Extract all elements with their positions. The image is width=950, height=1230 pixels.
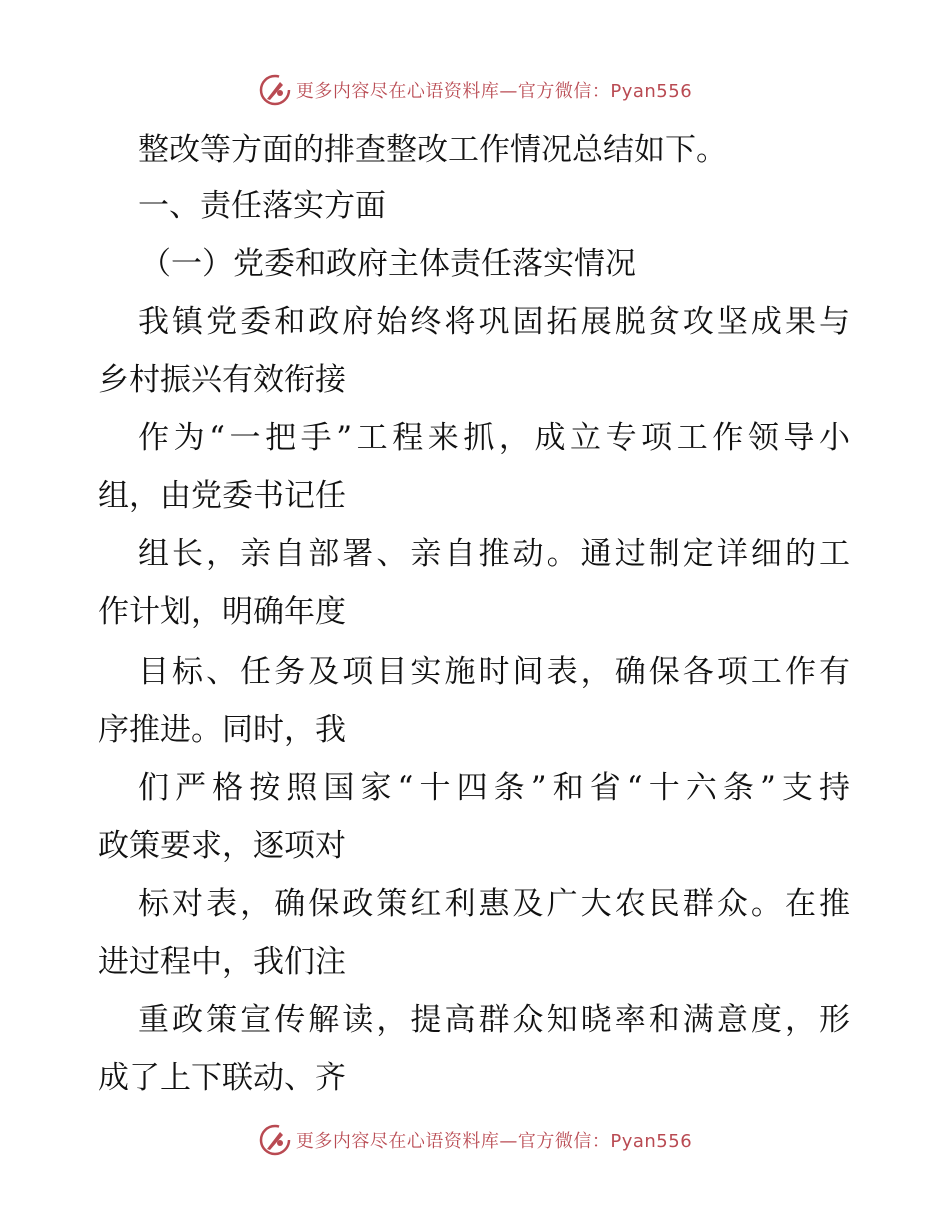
- paragraph-line: 我镇党委和政府始终将巩固拓展脱贫攻坚成果与: [138, 304, 850, 340]
- footer-watermark: [0, 1120, 950, 1160]
- paragraph-line: 目标、任务及项目实施时间表，确保各项工作有: [138, 654, 850, 690]
- section-heading: 一、责任落实方面: [138, 188, 386, 224]
- paragraph-line: 标对表，确保政策红利惠及广大农民群众。在推: [138, 886, 850, 922]
- paragraph-line: 重政策宣传解读，提高群众知晓率和满意度，形: [138, 1002, 850, 1038]
- paragraph-line: 整改等方面的排查整改工作情况总结如下。: [138, 132, 727, 168]
- feather-pen-logo-icon: [258, 73, 292, 107]
- paragraph-line: 进过程中，我们注: [98, 944, 346, 980]
- paragraph-line: 作计划，明确年度: [98, 594, 346, 630]
- paragraph-line: 组，由党委书记任: [98, 478, 346, 514]
- paragraph-line: 成了上下联动、齐: [98, 1060, 346, 1096]
- paragraph-line: 乡村振兴有效衔接: [98, 362, 346, 398]
- paragraph-line: 们严格按照国家“十四条”和省“十六条”支持: [138, 770, 850, 806]
- paragraph-line: 序推进。同时，我: [98, 712, 346, 748]
- paragraph-line: 作为“一把手”工程来抓，成立专项工作领导小: [138, 420, 850, 456]
- subsection-heading: （一）党委和政府主体责任落实情况: [140, 246, 636, 282]
- watermark-text: 更多内容尽在心语资料库—官方微信：Pyan556: [295, 81, 693, 102]
- paragraph-line: 政策要求，逐项对: [98, 828, 346, 864]
- feather-pen-logo-icon: [258, 1123, 292, 1157]
- watermark-text: 更多内容尽在心语资料库—官方微信：Pyan556: [295, 1131, 693, 1152]
- paragraph-line: 组长，亲自部署、亲自推动。通过制定详细的工: [138, 536, 850, 572]
- header-watermark: [0, 70, 950, 110]
